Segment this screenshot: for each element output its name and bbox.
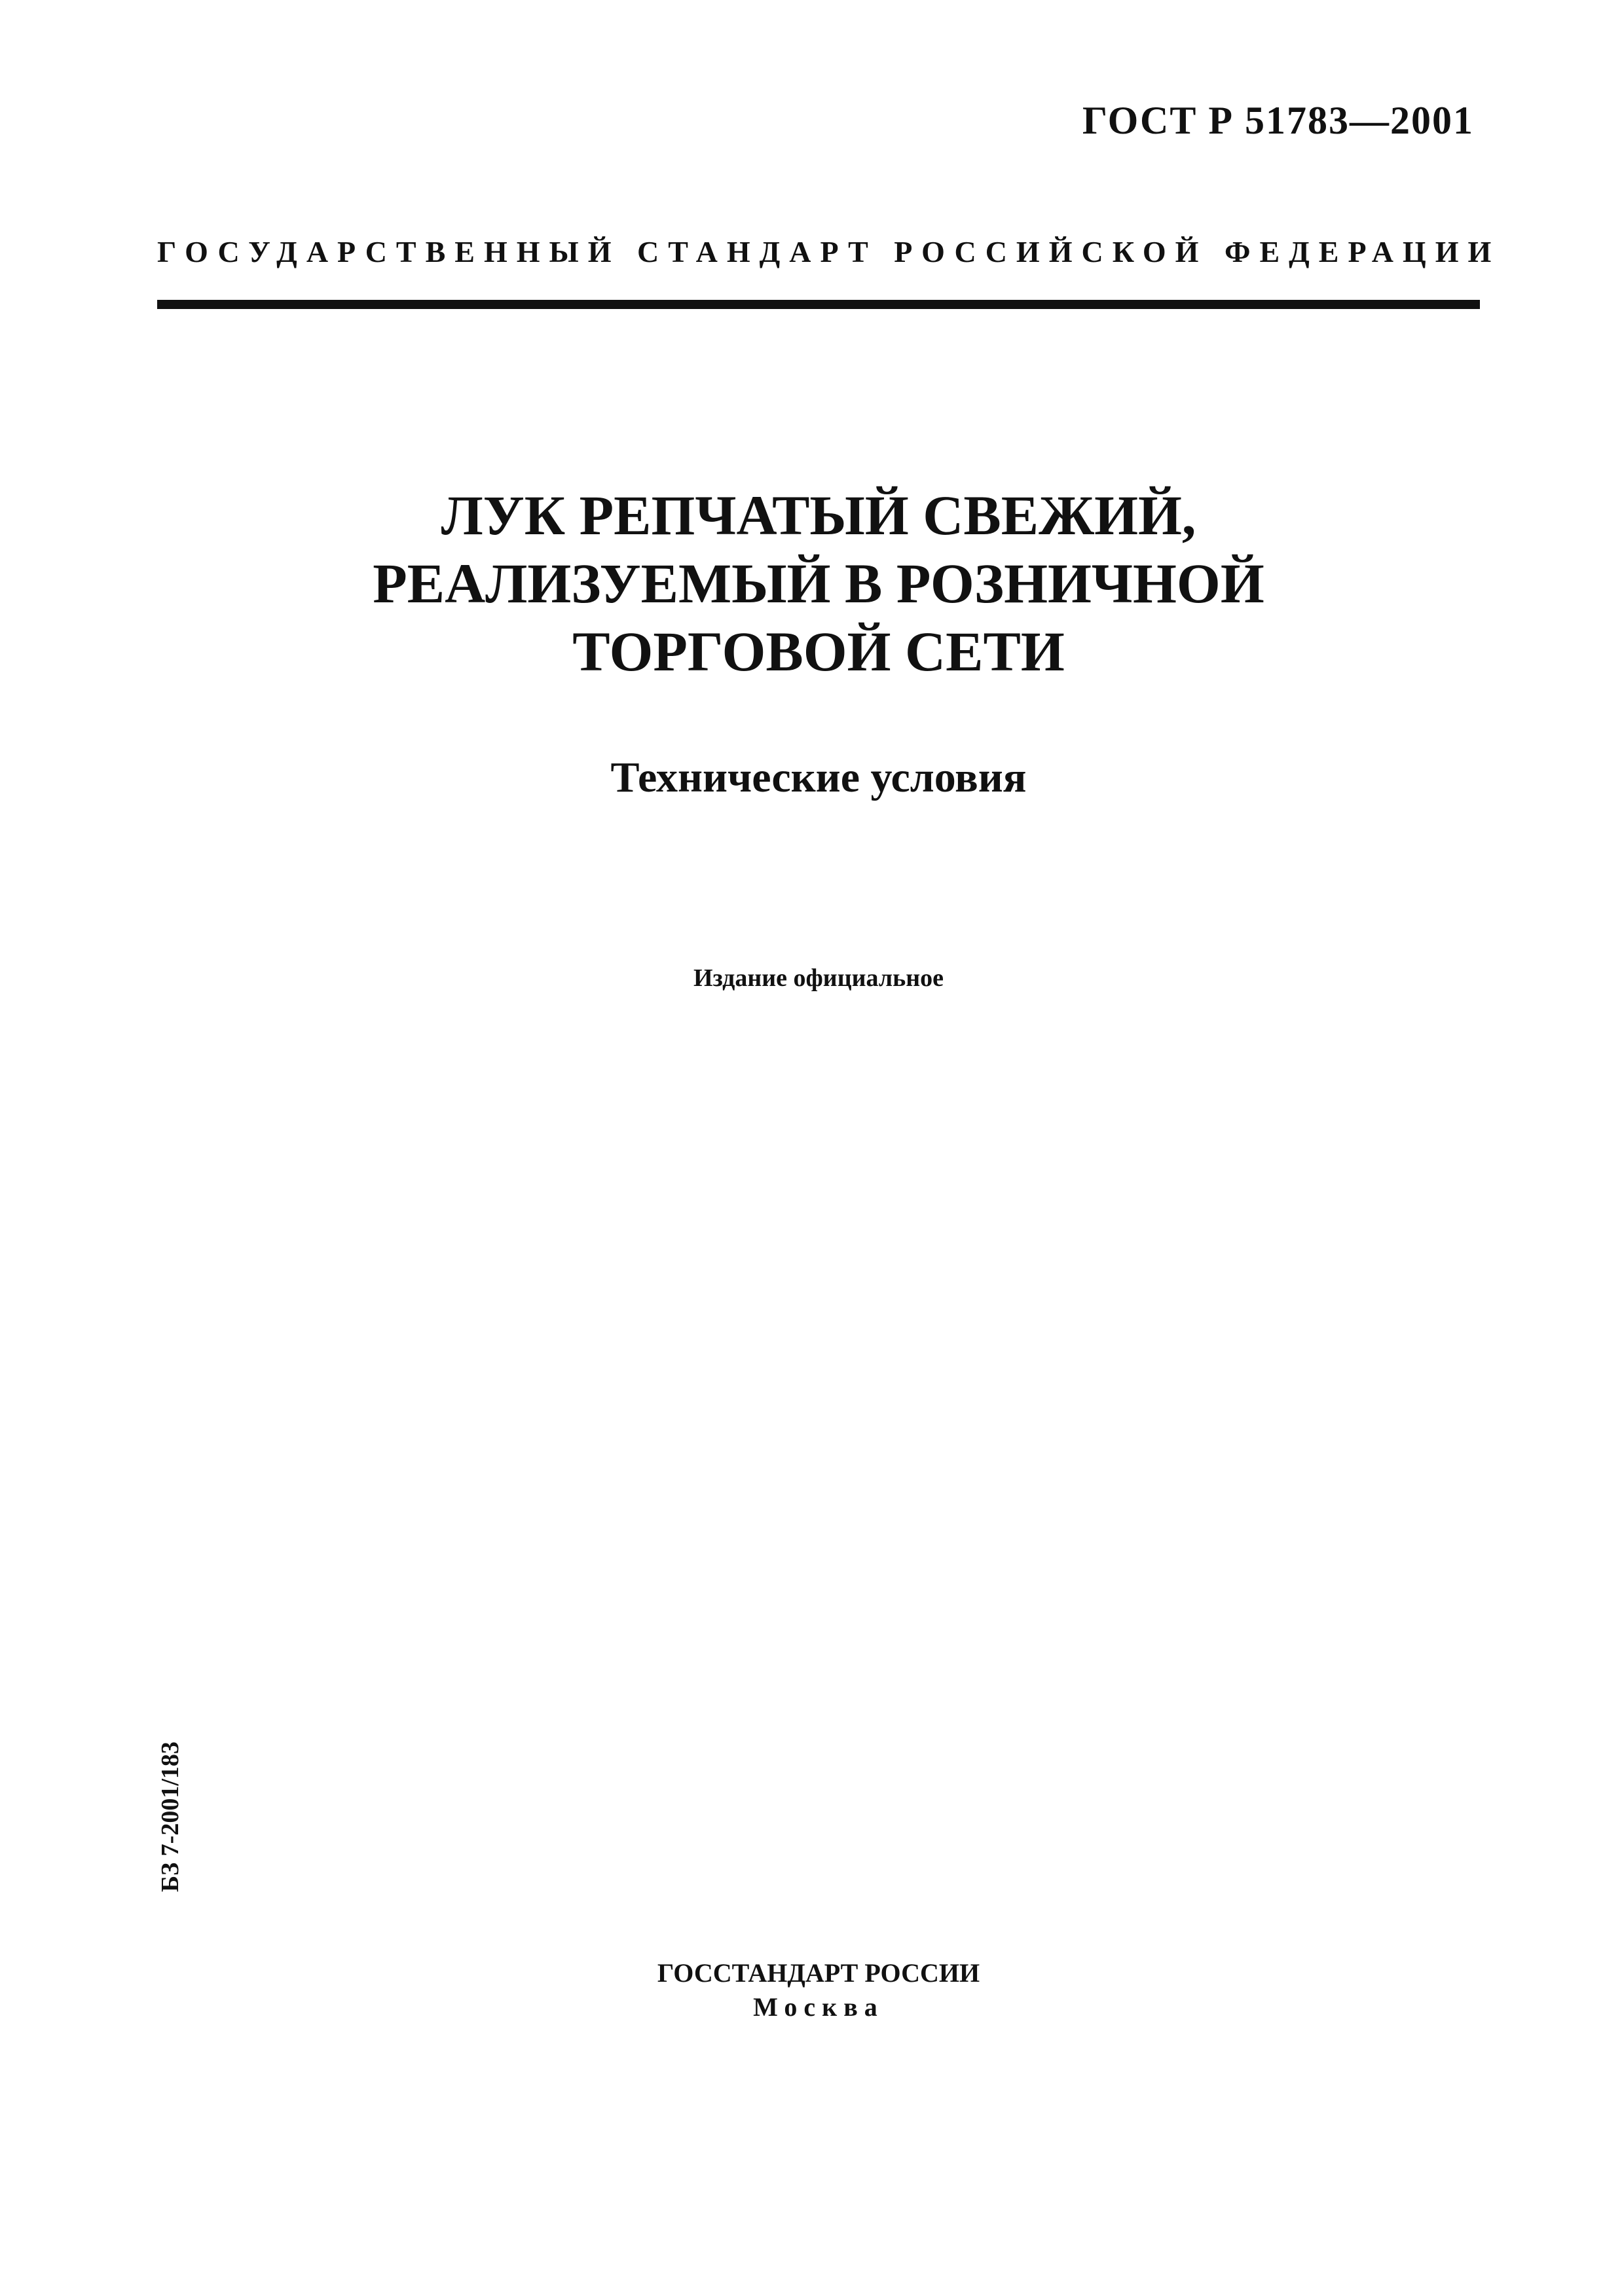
side-print-code: БЗ 7-2001/183	[157, 1741, 184, 1892]
title-line: РЕАЛИЗУЕМЫЙ В РОЗНИЧНОЙ	[373, 552, 1264, 615]
publisher-name: ГОССТАНДАРТ РОССИИ	[657, 1958, 980, 1988]
title-line: ЛУК РЕПЧАТЫЙ СВЕЖИЙ,	[441, 484, 1196, 547]
header-rule	[157, 300, 1480, 309]
publisher-city: Москва	[753, 1992, 884, 2022]
document-subtitle: Технические условия	[610, 754, 1027, 801]
edition-note: Издание официальное	[693, 964, 944, 992]
standard-header: ГОСУДАРСТВЕННЫЙ СТАНДАРТ РОССИЙСКОЙ ФЕДЕРАЦИИ	[157, 235, 1501, 268]
title-line: ТОРГОВОЙ СЕТИ	[572, 620, 1065, 683]
standard-number: ГОСТ Р 51783—2001	[1082, 99, 1474, 142]
document-title	[157, 481, 1480, 685]
